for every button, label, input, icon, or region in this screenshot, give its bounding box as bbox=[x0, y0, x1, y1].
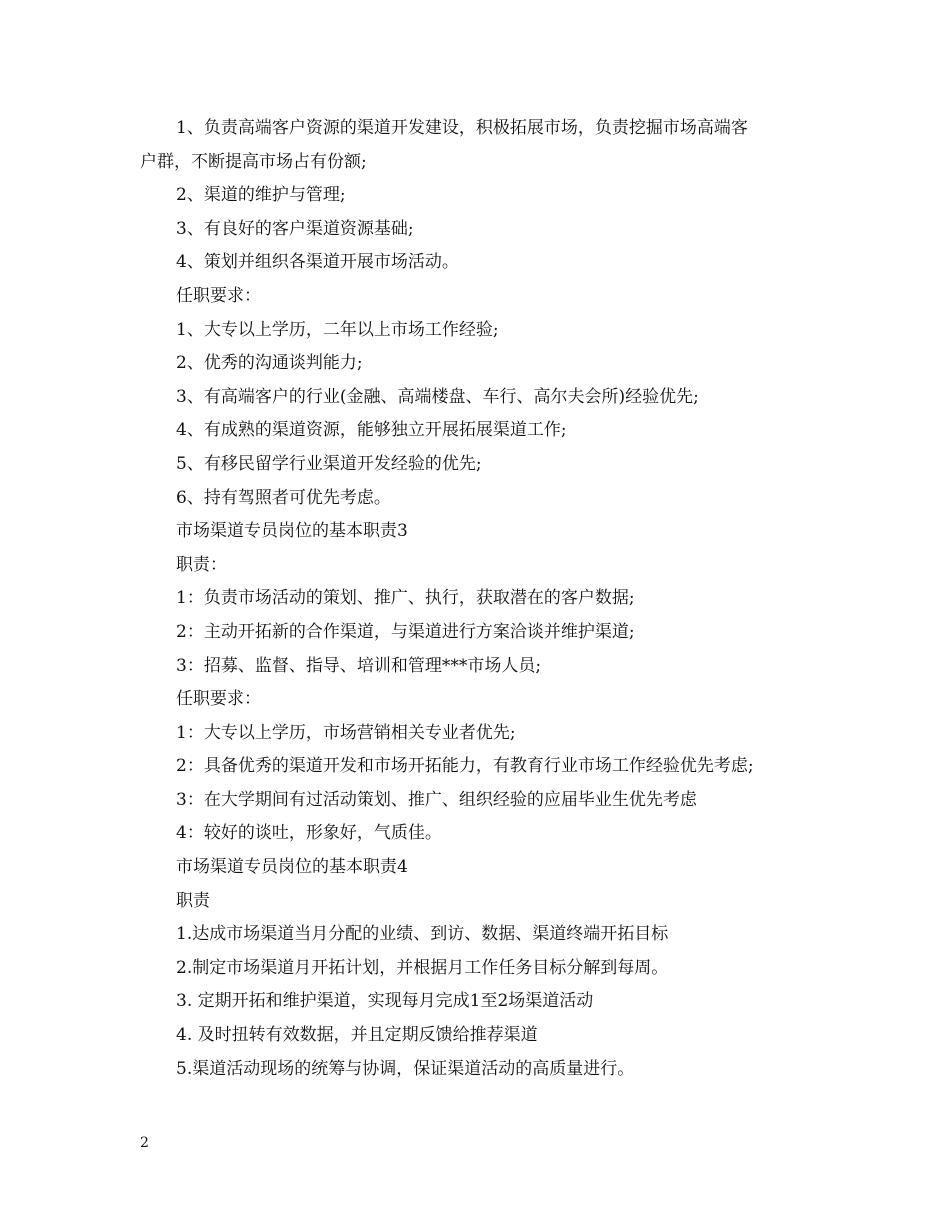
paragraph-line: 5、有移民留学行业渠道开发经验的优先; bbox=[176, 453, 482, 474]
paragraph-line: 2、优秀的沟通谈判能力; bbox=[176, 353, 363, 374]
paragraph-line: 1：负责市场活动的策划、推广、执行，获取潜在的客户数据; bbox=[176, 588, 635, 609]
paragraph-line: 4：较好的谈吐，形象好，气质佳。 bbox=[176, 823, 442, 844]
paragraph-line: 4. 及时扭转有效数据，并且定期反馈给推荐渠道 bbox=[176, 1025, 538, 1046]
section-heading: 任职要求： bbox=[176, 689, 261, 710]
section-heading: 市场渠道专员岗位的基本职责3 bbox=[176, 521, 408, 542]
paragraph-line: 4、策划并组织各渠道开展市场活动。 bbox=[176, 252, 459, 273]
paragraph-line: 2：主动开拓新的合作渠道，与渠道进行方案洽谈并维护渠道; bbox=[176, 621, 635, 642]
section-heading: 职责 bbox=[176, 890, 210, 911]
paragraph-line: 1、大专以上学历，二年以上市场工作经验; bbox=[176, 319, 499, 340]
paragraph-line: 3：在大学期间有过活动策划、推广、组织经验的应届毕业生优先考虑 bbox=[176, 789, 697, 810]
paragraph-line: 6、持有驾照者可优先考虑。 bbox=[176, 487, 391, 508]
paragraph-line: 3. 定期开拓和维护渠道，实现每月完成1至2场渠道活动 bbox=[176, 991, 594, 1012]
paragraph-line: 3：招募、监督、指导、培训和管理***市场人员; bbox=[176, 655, 542, 676]
paragraph-line: 2、渠道的维护与管理; bbox=[176, 185, 346, 206]
section-heading: 任职要求： bbox=[176, 285, 261, 306]
paragraph-line: 2.制定市场渠道月开拓计划，并根据月工作任务目标分解到每周。 bbox=[176, 957, 669, 978]
paragraph-line: 1、负责高端客户资源的渠道开发建设，积极拓展市场，负责挖掘市场高端客 bbox=[176, 118, 748, 138]
document-body bbox=[140, 112, 820, 1086]
paragraph-line: 4、有成熟的渠道资源，能够独立开展拓展渠道工作; bbox=[176, 420, 567, 441]
paragraph-line: 3、有良好的客户渠道资源基础; bbox=[176, 218, 414, 239]
paragraph-line: 5.渠道活动现场的统筹与协调，保证渠道活动的高质量进行。 bbox=[176, 1058, 635, 1079]
paragraph-line: 3、有高端客户的行业(金融、高端楼盘、车行、高尔夫会所)经验优先; bbox=[176, 386, 699, 407]
paragraph-line: 户群，不断提高市场占有份额; bbox=[140, 151, 367, 172]
paragraph-line: 1.达成市场渠道当月分配的业绩、到访、数据、渠道终端开拓目标 bbox=[176, 924, 669, 945]
page-number: 2 bbox=[140, 1135, 149, 1151]
paragraph-line: 2：具备优秀的渠道开发和市场开拓能力，有教育行业市场工作经验优先考虑; bbox=[176, 756, 754, 777]
paragraph-line: 1：大专以上学历，市场营销相关专业者优先; bbox=[176, 722, 516, 743]
section-heading: 职责： bbox=[176, 554, 227, 575]
section-heading: 市场渠道专员岗位的基本职责4 bbox=[176, 857, 408, 878]
